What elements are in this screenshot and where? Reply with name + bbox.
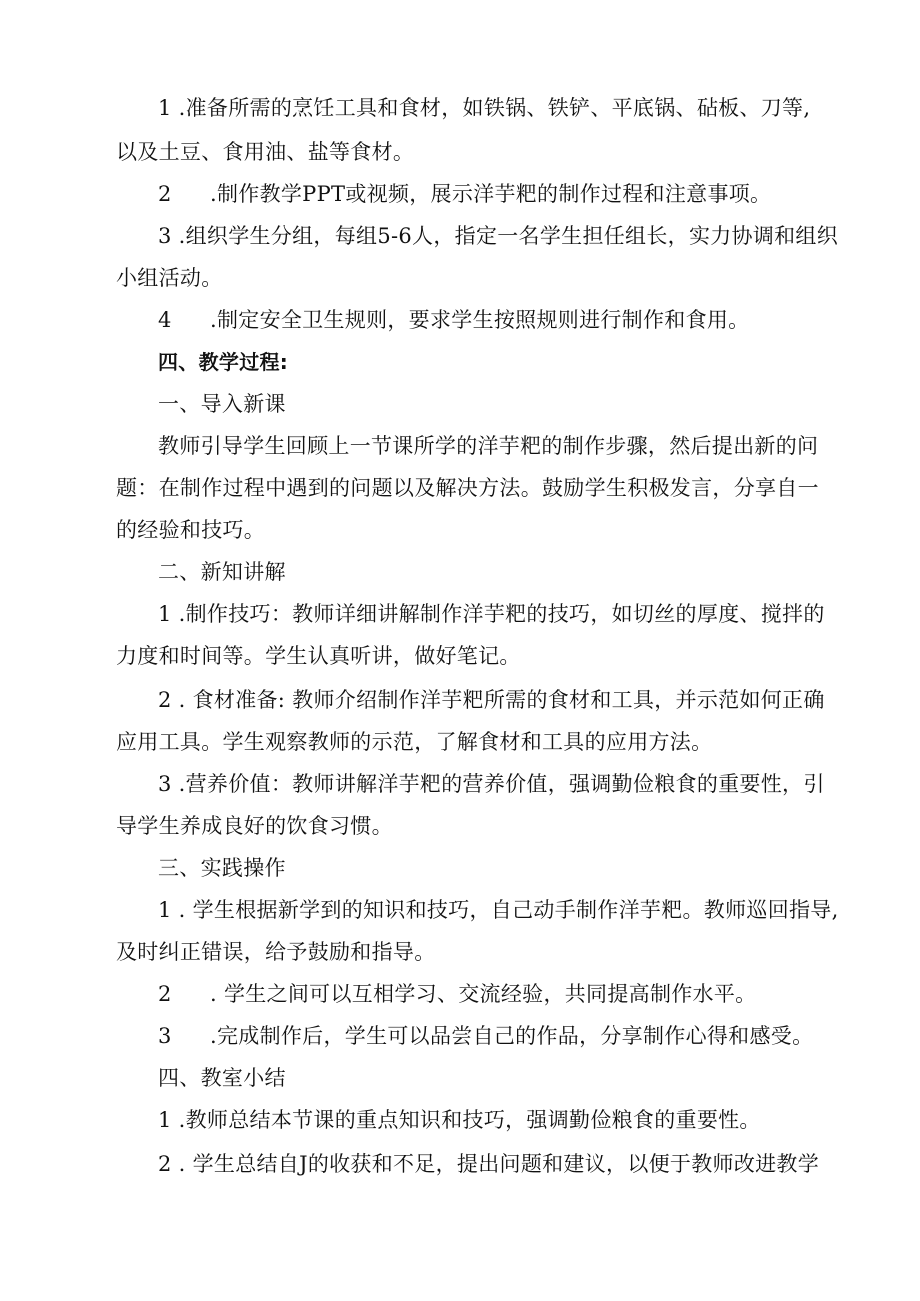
intro-paragraph-line-3: 的经验和技巧。: [116, 518, 266, 542]
prep-item-2: [158, 180, 771, 208]
item-number: 2: [158, 1152, 172, 1176]
practice-item-2: [158, 980, 756, 1008]
item-number: 1: [158, 96, 172, 120]
item-number: 2: [158, 982, 172, 1006]
item-text: .营养价值：教师讲解洋芋粑的营养价值，强调勤俭粮食的重要性，引: [171, 772, 825, 796]
knowledge-item-1-line-2: 力度和时间等。学生认真听讲，做好笔记。: [116, 644, 521, 668]
knowledge-item-2-line-1: [158, 686, 825, 714]
prep-item-1-line-2: [116, 138, 414, 166]
item-number: 1: [158, 1108, 172, 1132]
item-number: 1: [158, 898, 172, 922]
item-number: 3: [158, 1024, 172, 1048]
knowledge-item-3-line-1: [158, 770, 825, 798]
item-number: 1: [158, 602, 172, 626]
prep-item-3-line-1: [158, 222, 838, 250]
item-text: . 学生总结自J的收获和不足，提出问题和建议，以便于教师改进教学: [171, 1152, 820, 1176]
item-text: . 学生根据新学到的知识和技巧，自己动手制作洋芋粑。教师巡回指导,: [171, 898, 839, 922]
item-text: .组织学生分组，每组5-6人，指定一名学生担任组长，实力协调和组织: [171, 224, 839, 248]
item-number: 2: [158, 182, 172, 206]
summary-item-1: [158, 1106, 761, 1134]
item-number: 3: [158, 224, 172, 248]
intro-paragraph-line-1: 教师引导学生回顾上一节课所学的洋芋粑的制作步骤，然后提出新的问: [158, 434, 819, 458]
knowledge-item-3-line-2: 导学生养成良好的饮食习惯。: [116, 814, 393, 838]
subheading-new-knowledge: 二、新知讲解: [158, 560, 286, 584]
intro-paragraph-line-2: 题：在制作过程中遇到的问题以及解决方法。鼓励学生积极发言，分享自一: [116, 476, 819, 500]
subheading-practice: 三、实践操作: [158, 856, 286, 880]
practice-item-3: [158, 1022, 813, 1050]
item-text: .制定安全卫生规则，要求学生按照规则进行制作和食用。: [210, 308, 750, 332]
item-number: 3: [158, 772, 172, 796]
item-text: . 食材准备: 教师介绍制作洋芋粑所需的食材和工具，并示范如何正确: [171, 688, 825, 712]
subheading-summary: 四、教室小结: [158, 1066, 286, 1090]
prep-item-4: [158, 306, 749, 334]
section-heading-teaching-process: 四、教学过程:: [158, 350, 289, 374]
item-text: .完成制作后，学生可以品尝自己的作品，分享制作心得和感受。: [210, 1024, 814, 1048]
item-text: .制作教学PPT或视频，展示洋芋粑的制作过程和注意事项。: [210, 182, 772, 206]
subheading-intro: 一、导入新课: [158, 392, 286, 416]
prep-item-3-line-2: [116, 264, 223, 292]
item-text: 小组活动。: [116, 266, 223, 290]
summary-item-2: [158, 1150, 819, 1178]
item-number: 4: [158, 308, 172, 332]
item-number: 2: [158, 688, 172, 712]
item-text: .教师总结本节课的重点知识和技巧，强调勤俭粮食的重要性。: [171, 1108, 761, 1132]
item-text: 以及土豆、食用油、盐等食材。: [116, 140, 415, 164]
knowledge-item-2-line-2: 应用工具。学生观察教师的示范，了解食材和工具的应用方法。: [116, 730, 713, 754]
prep-item-1-line-1: [158, 94, 810, 122]
knowledge-item-1-line-1: [158, 600, 825, 628]
item-text: . 学生之间可以互相学习、交流经验，共同提高制作水平。: [210, 982, 757, 1006]
practice-item-1-line-2: 及时纠正错误，给予鼓励和指导。: [116, 940, 436, 964]
item-text: .制作技巧：教师详细讲解制作洋芋粑的技巧，如切丝的厚度、搅拌的: [171, 602, 825, 626]
item-text: .准备所需的烹饪工具和食材，如铁锅、铁铲、平底锅、砧板、刀等,: [171, 96, 811, 120]
practice-item-1-line-1: [158, 896, 839, 924]
